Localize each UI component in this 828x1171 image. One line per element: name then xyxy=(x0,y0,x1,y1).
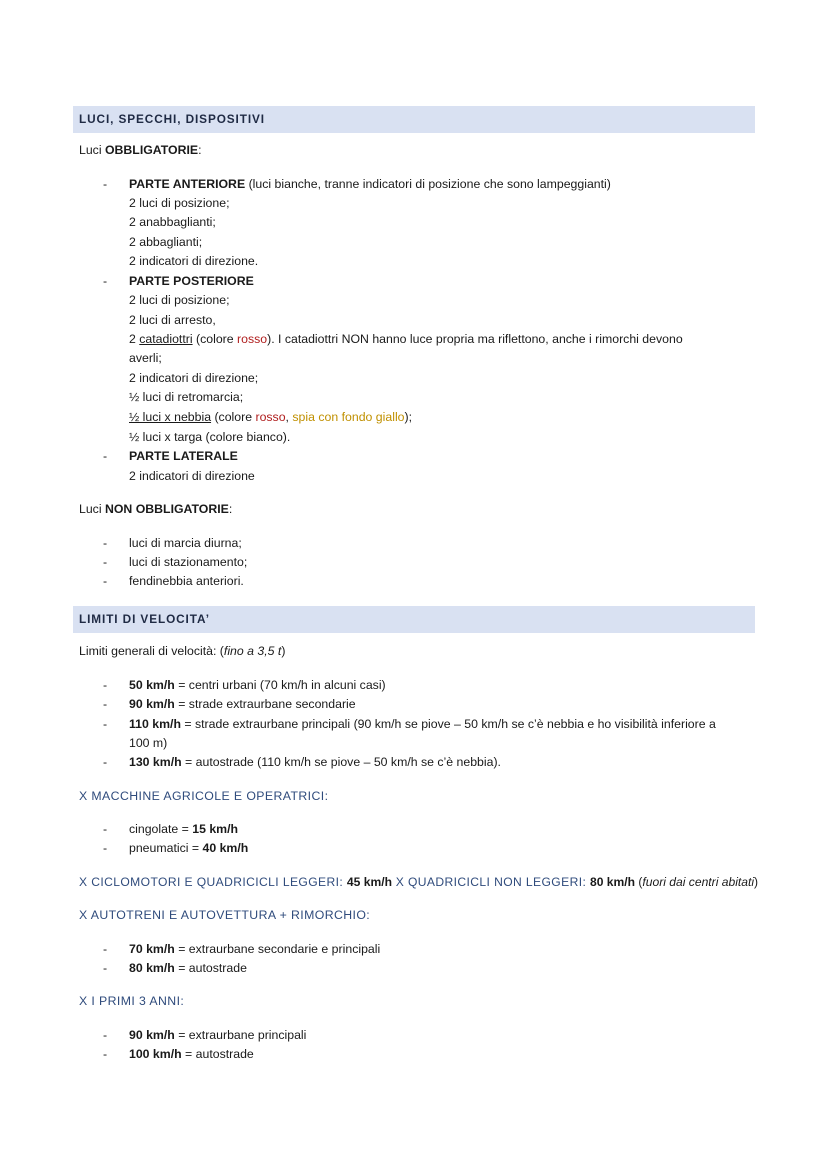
speed-desc: = strade extraurbane secondarie xyxy=(174,697,356,711)
speed-value: 15 km/h xyxy=(192,822,239,836)
bullet-dash: - xyxy=(103,822,108,836)
text: (colore xyxy=(211,410,256,424)
bullet-dash: - xyxy=(103,574,108,588)
nebbia-link[interactable]: ½ luci x nebbia xyxy=(129,410,212,424)
speed-item xyxy=(129,1027,306,1043)
bullet-dash: - xyxy=(103,177,108,191)
speed-item-cont: 100 m) xyxy=(129,736,168,750)
speed-value: 40 km/h xyxy=(202,841,249,855)
heading-bold: PARTE LATERALE xyxy=(129,449,238,463)
speed-value: 130 km/h xyxy=(129,755,182,769)
speed-value: 80 km/h xyxy=(589,875,636,889)
list-item: fendinebbia anteriori. xyxy=(129,574,244,588)
list-item: luci di marcia diurna; xyxy=(129,536,242,550)
anteriore-heading xyxy=(129,176,611,192)
list-line: averli; xyxy=(129,351,162,365)
bullet-dash: - xyxy=(103,961,108,975)
color-gold-text: spia con fondo giallo xyxy=(292,410,405,424)
section-title: LUCI, SPECCHI, DISPOSITIVI xyxy=(79,112,265,126)
list-line: ½ luci di retromarcia; xyxy=(129,390,244,404)
color-red-text: rosso xyxy=(255,410,286,424)
speed-desc: = extraurbane secondarie e principali xyxy=(174,942,381,956)
list-item: luci di stazionamento; xyxy=(129,555,248,569)
text: ). I catadiottri NON hanno luce propria ma riflettono, anche i rimorchi devono xyxy=(267,332,683,346)
speed-item xyxy=(129,960,247,976)
speed-value: 80 km/h xyxy=(129,961,175,975)
list-line: 2 luci di posizione; xyxy=(129,196,230,210)
list-line: 2 luci di posizione; xyxy=(129,293,230,307)
color-red-text: rosso xyxy=(237,332,268,346)
speed-item xyxy=(129,677,386,693)
text: , xyxy=(285,410,293,424)
bullet-dash: - xyxy=(103,1028,108,1042)
heading-note: (luci bianche, tranne indicatori di posizione che sono lampeggianti) xyxy=(245,177,611,191)
bullet-dash: - xyxy=(103,717,108,731)
speed-value: 50 km/h xyxy=(129,678,175,692)
subheading-agricole: X MACCHINE AGRICOLE E OPERATRICI: xyxy=(79,789,329,803)
text: 2 xyxy=(129,332,140,346)
text: (colore xyxy=(192,332,238,346)
subheading-ciclomotori: X CICLOMOTORI E QUADRICICLI LEGGERI: xyxy=(79,875,347,889)
speed-item xyxy=(129,840,248,856)
label-bold: NON OBBLIGATORIE xyxy=(104,502,229,516)
list-line: 2 indicatori di direzione. xyxy=(129,254,259,268)
text: ( xyxy=(635,875,643,889)
speed-desc: = extraurbane principali xyxy=(174,1028,307,1042)
speed-item xyxy=(129,1046,254,1062)
speed-value: 110 km/h xyxy=(129,717,181,731)
speed-desc: = centri urbani (70 km/h in alcuni casi) xyxy=(174,678,386,692)
text: ); xyxy=(404,410,413,424)
laterale-heading xyxy=(129,448,238,464)
bullet-dash: - xyxy=(103,841,108,855)
bullet-dash: - xyxy=(103,274,108,288)
list-line: 2 indicatori di direzione; xyxy=(129,371,259,385)
speed-value: 90 km/h xyxy=(129,1028,175,1042)
speed-desc: pneumatici = xyxy=(129,841,203,855)
bullet-dash: - xyxy=(103,449,108,463)
list-line: ½ luci x targa (colore bianco). xyxy=(129,430,291,444)
subheading-primi-anni: X I PRIMI 3 ANNI: xyxy=(79,994,185,1008)
speed-item xyxy=(129,821,238,837)
text: ) xyxy=(281,644,286,658)
bullet-dash: - xyxy=(103,678,108,692)
speed-item xyxy=(129,754,501,770)
speed-item xyxy=(129,941,380,957)
limiti-intro xyxy=(79,643,285,659)
ciclomotori-line xyxy=(79,874,758,890)
speed-item xyxy=(129,716,716,732)
obbligatorie-label xyxy=(79,142,202,158)
bullet-dash: - xyxy=(103,697,108,711)
catadiottri-link[interactable]: catadiottri xyxy=(139,332,193,346)
speed-value: 100 km/h xyxy=(129,1047,182,1061)
heading-bold: PARTE POSTERIORE xyxy=(129,274,254,288)
speed-desc: = autostrade xyxy=(181,1047,254,1061)
speed-desc: = strade extraurbane principali (90 km/h se piove – 50 km/h se c’è nebbia e ho visibilità inferiore a xyxy=(180,717,716,731)
list-line: 2 abbaglianti; xyxy=(129,235,203,249)
posteriore-heading xyxy=(129,273,254,289)
bullet-dash: - xyxy=(103,1047,108,1061)
text: ) xyxy=(754,875,759,889)
text: Limiti generali di velocità: ( xyxy=(79,644,224,658)
speed-value: 70 km/h xyxy=(129,942,175,956)
italic-text: fino a 3,5 t xyxy=(223,644,282,658)
bullet-dash: - xyxy=(103,555,108,569)
list-line: 2 luci di arresto, xyxy=(129,313,216,327)
bullet-dash: - xyxy=(103,536,108,550)
speed-desc: = autostrade (110 km/h se piove – 50 km/h se c’è nebbia). xyxy=(181,755,501,769)
speed-item xyxy=(129,696,356,712)
section-heading-luci xyxy=(73,106,755,133)
speed-desc: cingolate = xyxy=(129,822,193,836)
subheading-quadricicli: X QUADRICICLI NON LEGGERI: xyxy=(391,875,590,889)
heading-bold: PARTE ANTERIORE xyxy=(129,177,246,191)
speed-value: 45 km/h xyxy=(346,875,392,889)
bullet-dash: - xyxy=(103,755,108,769)
speed-value: 90 km/h xyxy=(129,697,175,711)
italic-text: fuori dai centri abitati xyxy=(642,875,755,889)
nebbia-line xyxy=(129,409,412,425)
label-bold: OBBLIGATORIE xyxy=(104,143,199,157)
label-prefix: Luci xyxy=(79,143,105,157)
list-line: 2 indicatori di direzione xyxy=(129,469,255,483)
section-heading-limiti xyxy=(73,606,755,633)
list-line: 2 anabbaglianti; xyxy=(129,215,216,229)
label-suffix: : xyxy=(198,143,202,157)
subheading-autotreni: X AUTOTRENI E AUTOVETTURA + RIMORCHIO: xyxy=(79,908,371,922)
speed-desc: = autostrade xyxy=(174,961,247,975)
label-prefix: Luci xyxy=(79,502,105,516)
catadiottri-line xyxy=(129,331,683,347)
bullet-dash: - xyxy=(103,942,108,956)
non-obbligatorie-label xyxy=(79,501,232,517)
label-suffix: : xyxy=(228,502,233,516)
section-title: LIMITI DI VELOCITA’ xyxy=(79,612,210,626)
